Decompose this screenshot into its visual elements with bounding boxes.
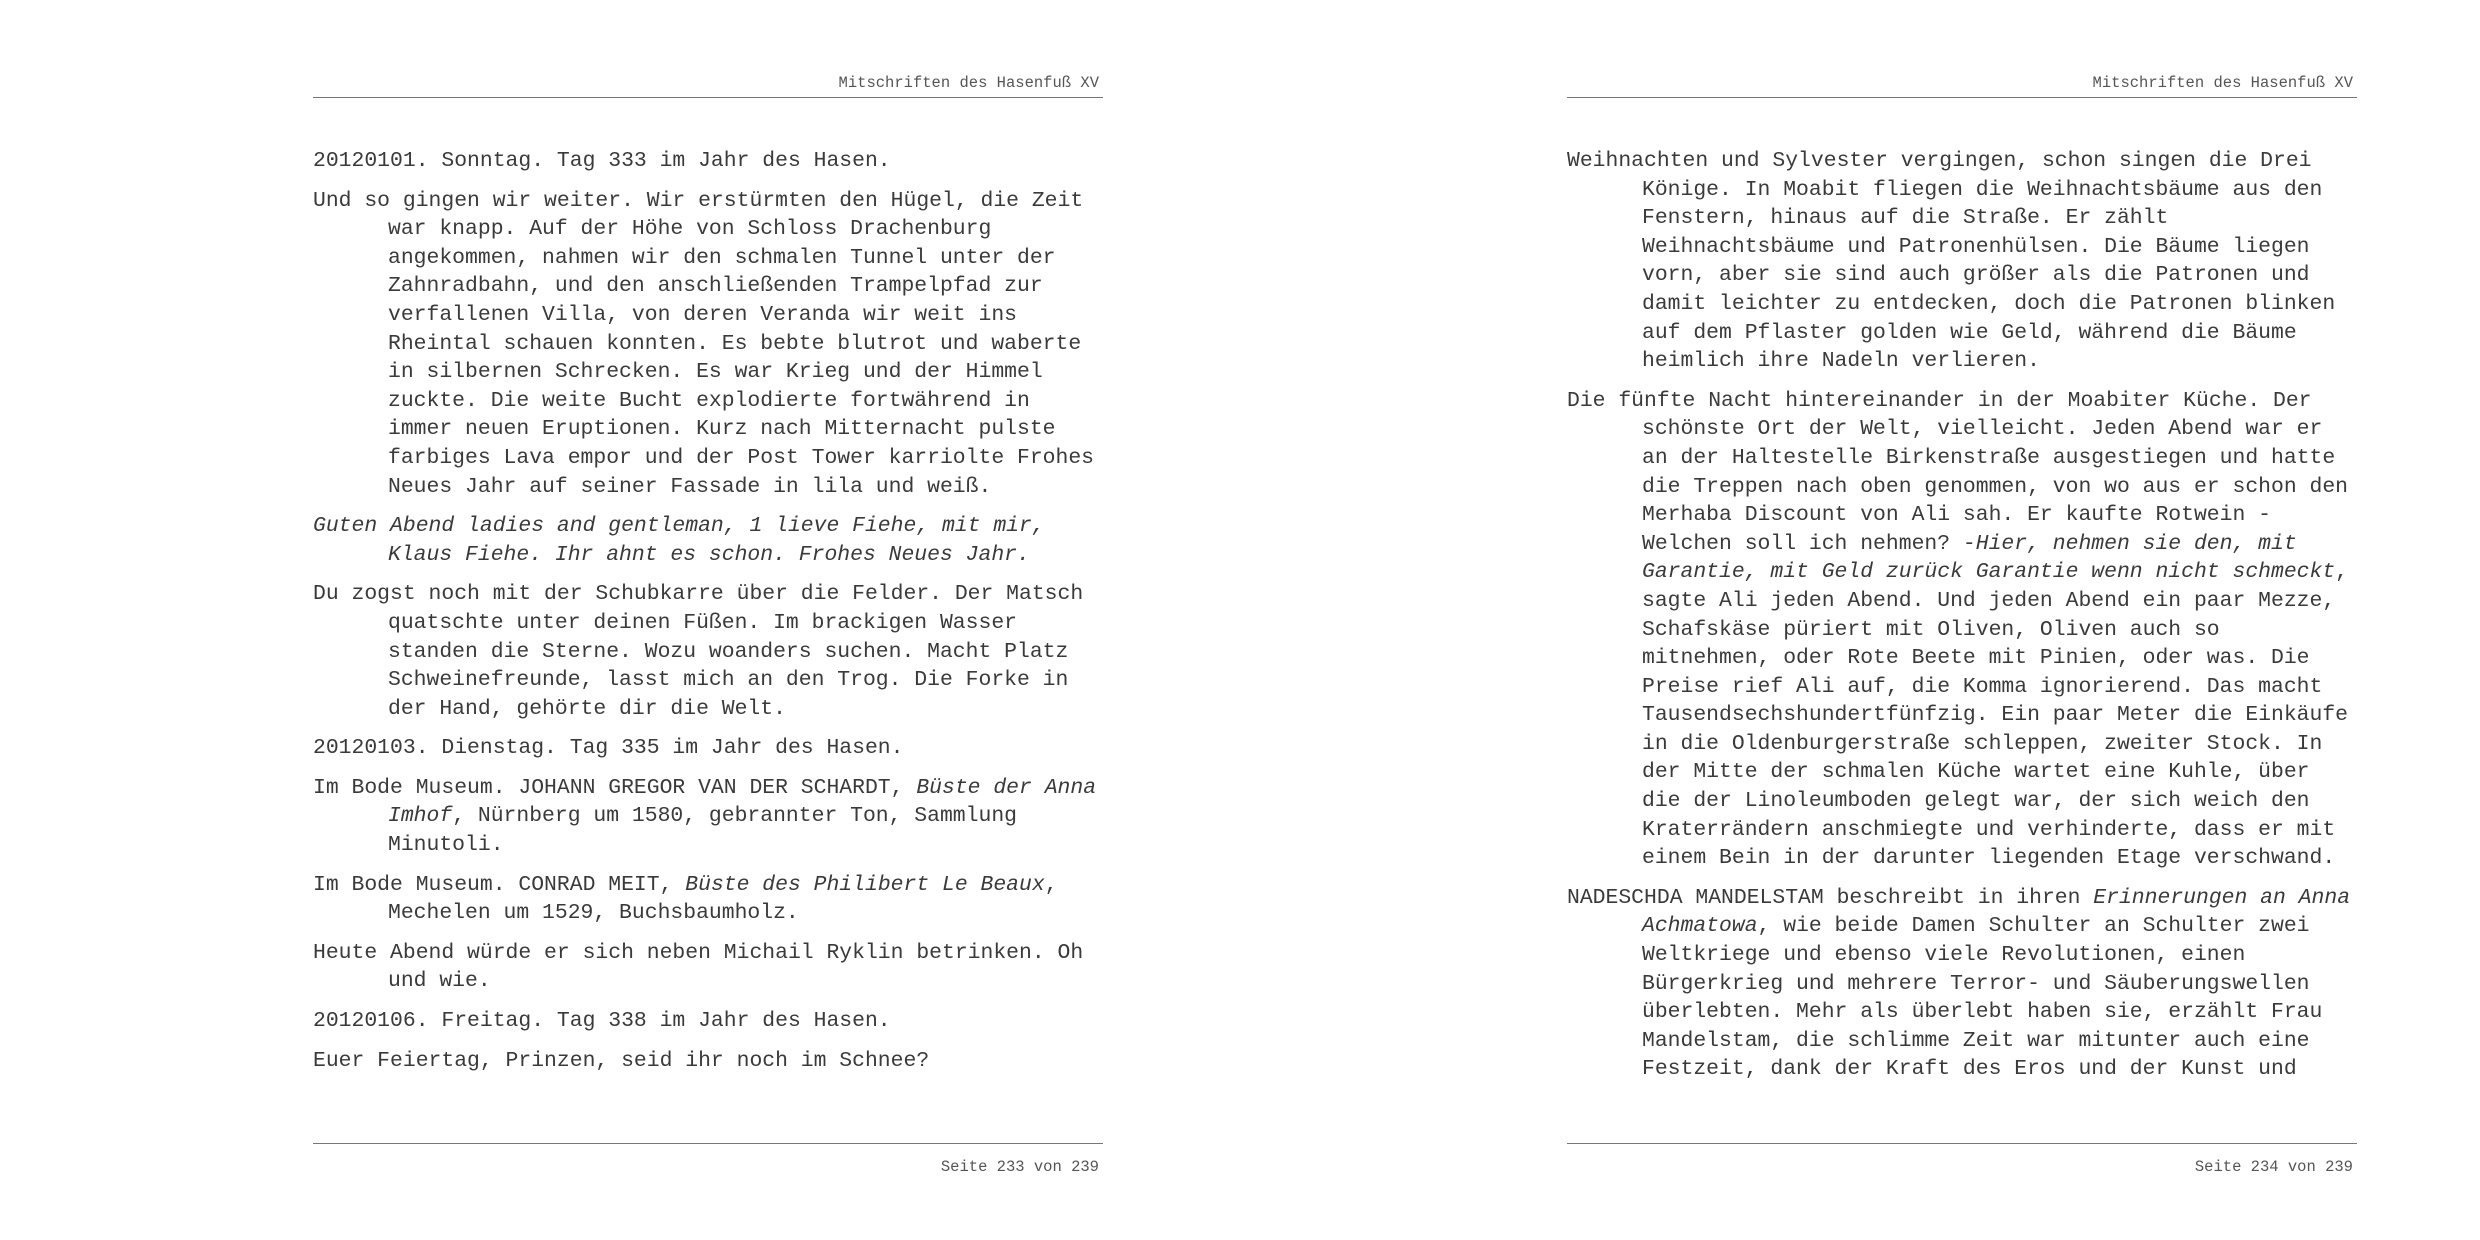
paragraph: Euer Feiertag, Prinzen, seid ihr noch im Schnee? (313, 1048, 930, 1073)
page-number: Seite 233 von 239 (940, 1158, 1099, 1176)
paragraph: 20120103. Dienstag. Tag 335 im Jahr des Hasen. (313, 736, 904, 761)
left-page (313, 0, 1103, 1240)
paragraph (1567, 387, 2357, 873)
paragraph (1567, 884, 2357, 1084)
artwork-title: Büste des Philibert Le Beaux (685, 872, 1045, 897)
italic-quote: Hier, nehmen sie den, mit Garantie, mit Geld zurück Garantie wenn nicht schmeckt (1642, 531, 2336, 585)
paragraph (313, 774, 1103, 860)
italic-quote: Guten Abend ladies and gentleman, 1 lieve Fiehe, mit mir, Klaus Fiehe. Ihr ahnt es schon. Frohes Neues Jahr. (313, 514, 1045, 567)
text-run: , sagte Ali jeden Abend. Und jeden Abend ein paar Mezze, Schafskäse püriert mit Oliven, Oliven auch so mitnehmen, oder Rote Beete mit Pinien, oder was. Die Preise rief Ali auf, die Komma ignorierend. Das macht Tausendsechshundertfünfzig. Ein paar Meter die Einkäufe in die Oldenburgerstraße schleppen, zweiter Stock. In der Mitte der schmalen Küche wartet eine Kuhle, über die der Linoleumboden gelegt war, der sich weich den Kraterrändern anschmiegte und verhinderte, dass er mit einem Bein in der darunter liegenden Etage verschwand. (1642, 560, 2349, 871)
text-run: Die fünfte Nacht hintereinander in der Moabiter Küche. Der schönste Ort der Welt, vielleicht. Jeden Abend war er an der Haltestelle Birkenstraße ausgestiegen und hatte die Treppen nach oben genommen, von wo aus er schon den Merhaba Discount von Ali sah. Er kaufte Rotwein -Welchen soll ich nehmen? - (1567, 388, 2349, 556)
text-run: NADESCHDA MANDELSTAM beschreibt in ihren (1567, 885, 2094, 910)
text-run: , Mechelen um 1529, Buchsbaumholz. (388, 872, 1058, 926)
paragraph: Weihnachten und Sylvester vergingen, schon singen die Drei Könige. In Moabit fliegen die Weihnachtsbäume aus den Fenstern, hinaus auf die Straße. Er zählt Weihnachtsbäume und Patronenhülsen. Die Bäume liegen vorn, aber sie sind auch größer als die Patronen und damit leichter zu entdecken, doch die Patronen blinken auf dem Pflaster golden wie Geld, während die Bäume heimlich ihre Nadeln verlieren. (1567, 149, 2336, 374)
paragraph: 20120101. Sonntag. Tag 333 im Jahr des Hasen. (313, 149, 891, 173)
paragraph: Und so gingen wir weiter. Wir erstürmten den Hügel, die Zeit war knapp. Auf der Höhe von Schloss Drachenburg angekommen, nahmen wir den schmalen Tunnel unter der Zahnradbahn, und den anschließenden Trampelpfad zur verfallenen Villa, von deren Veranda wir weit ins Rheintal schauen konnten. Es bebte blutrot und waberte in silbernen Schrecken. Es war Krieg und der Himmel zuckte. Die weite Bucht explodierte fortwährend in immer neuen Eruptionen. Kurz nach Mitternacht pulste farbiges Lava empor und der Post Tower karriolte Frohes Neues Jahr auf seiner Fassade in lila und weiß. (313, 188, 1095, 499)
paragraph (313, 512, 1103, 569)
paragraph: Du zogst noch mit der Schubkarre über die Felder. Der Matsch quatschte unter deinen Füßen. Im brackigen Wasser standen die Sterne. Wozu woanders suchen. Macht Platz Schweinefreunde, lasst mich an den Trog. Die Forke in der Hand, gehörte dir die Welt. (313, 582, 1084, 721)
header-rule (313, 97, 1103, 98)
footer-rule (1567, 1143, 2357, 1144)
paragraph: 20120106. Freitag. Tag 338 im Jahr des Hasen. (313, 1009, 891, 1034)
running-header: Mitschriften des Hasenfuß XV (2092, 74, 2353, 92)
text-run: , wie beide Damen Schulter an Schulter zwei Weltkriege und ebenso viele Revolutionen, einen Bürgerkrieg und mehrere Terror- und Säuberungswellen überlebten. Mehr als überlebt haben sie, erzählt Frau Mandelstam, die schlimme Zeit war mitunter auch eine Festzeit, dank der Kraft des Eros und der Kunst und (1642, 914, 2323, 1082)
header-rule (1567, 97, 2357, 98)
footer-rule (313, 1143, 1103, 1144)
text-run: , Nürnberg um 1580, gebrannter Ton, Sammlung Minutoli. (388, 804, 1017, 858)
paragraph: Heute Abend würde er sich neben Michail Ryklin betrinken. Oh und wie. (313, 940, 1084, 994)
running-header: Mitschriften des Hasenfuß XV (838, 74, 1099, 92)
page-body (313, 147, 1103, 1086)
right-page (1567, 0, 2357, 1240)
text-run: Im Bode Museum. JOHANN GREGOR VAN DER SCHARDT, (313, 775, 917, 800)
page-body (1567, 147, 2357, 1095)
text-run: Im Bode Museum. CONRAD MEIT, (313, 872, 686, 897)
page-number: Seite 234 von 239 (2194, 1158, 2353, 1176)
paragraph (313, 871, 1103, 928)
book-title: Erinnerungen an Anna Achmatowa (1642, 885, 2351, 939)
artwork-title: Büste der Anna Imhof (388, 775, 1097, 829)
